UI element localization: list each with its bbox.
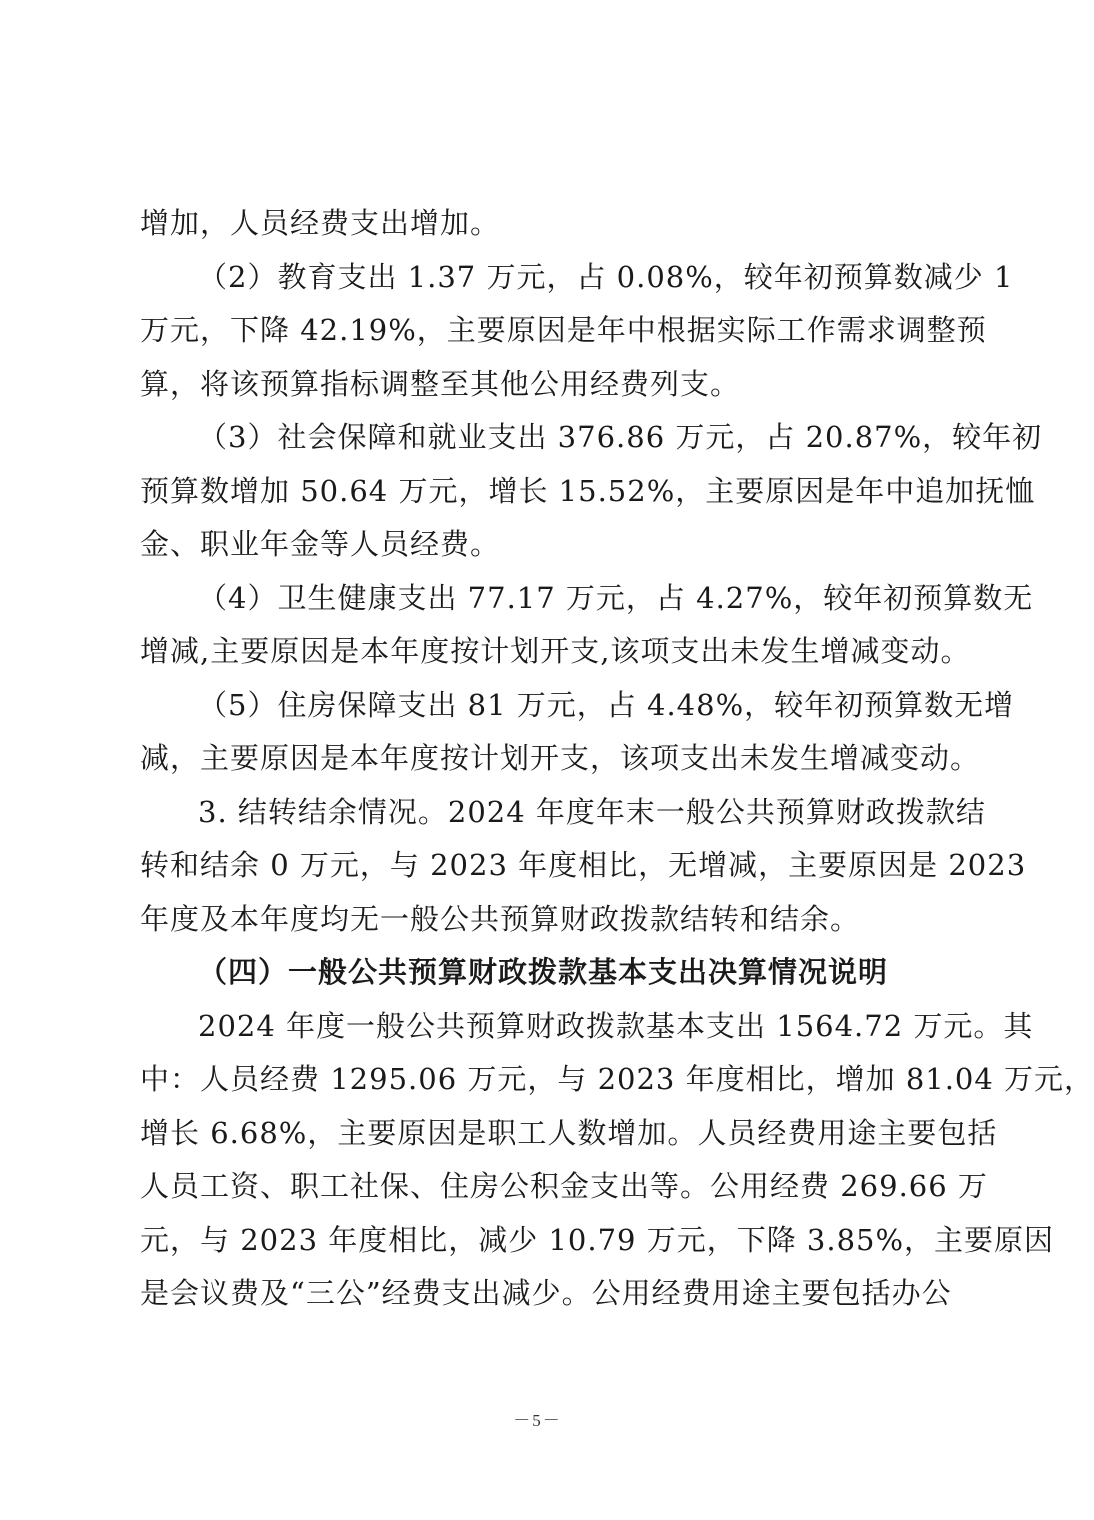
text-line: 人员工资、职工社保、住房公积金支出等。公用经费 269.66 万 — [140, 1169, 988, 1203]
text-line: 3. 结转结余情况。2024 年度年末一般公共预算财政拨款结 — [198, 794, 986, 829]
page-number: －5－ — [513, 1411, 562, 1430]
text-line: 万元，下降 42.19%，主要原因是年中根据实际工作需求调整预 — [140, 313, 987, 347]
text-line: 增加，人员经费支出增加。 — [140, 206, 501, 240]
text-line: 中：人员经费 1295.06 万元，与 2023 年度相比，增加 81.04 万元， — [140, 1062, 1094, 1096]
text-line: 元，与 2023 年度相比，减少 10.79 万元，下降 3.85%，主要原因 — [140, 1222, 1055, 1257]
text-line: 年度及本年度均无一般公共预算财政拨款结转和结余。 — [140, 901, 861, 936]
text-line: 是会议费及“三公”经费支出减少。公用经费用途主要包括办公 — [140, 1276, 952, 1310]
text-line: 金、职业年金等人员经费。 — [140, 527, 501, 561]
text-line: 算，将该预算指标调整至其他公用经费列支。 — [140, 366, 741, 401]
text-line: 增长 6.68%，主要原因是职工人数增加。人员经费用途主要包括 — [140, 1115, 998, 1150]
text-line: 2024 年度一般公共预算财政拨款基本支出 1564.72 万元。其 — [198, 1008, 1034, 1043]
body-text — [140, 197, 1094, 1321]
text-line: 增减,主要原因是本年度按计划开支,该项支出未发生增减变动。 — [140, 634, 971, 668]
section-heading: （四）一般公共预算财政拨款基本支出决算情况说明 — [198, 955, 889, 989]
text-line: 预算数增加 50.64 万元，增长 15.52%，主要原因是年中追加抚恤 — [140, 473, 1036, 508]
text-line: （4）卫生健康支出 77.17 万元，占 4.27%，较年初预算数无 — [198, 580, 1034, 615]
text-line: （3）社会保障和就业支出 376.86 万元，占 20.87%，较年初 — [198, 420, 1043, 454]
text-line: （5）住房保障支出 81 万元，占 4.48%，较年初预算数无增 — [198, 687, 1015, 722]
text-line: 减，主要原因是本年度按计划开支，该项支出未发生增减变动。 — [140, 741, 981, 775]
text-line: 转和结余 0 万元，与 2023 年度相比，无增减，主要原因是 2023 — [140, 848, 1027, 882]
text-line: （2）教育支出 1.37 万元，占 0.08%，较年初预算数减少 1 — [198, 259, 1014, 294]
